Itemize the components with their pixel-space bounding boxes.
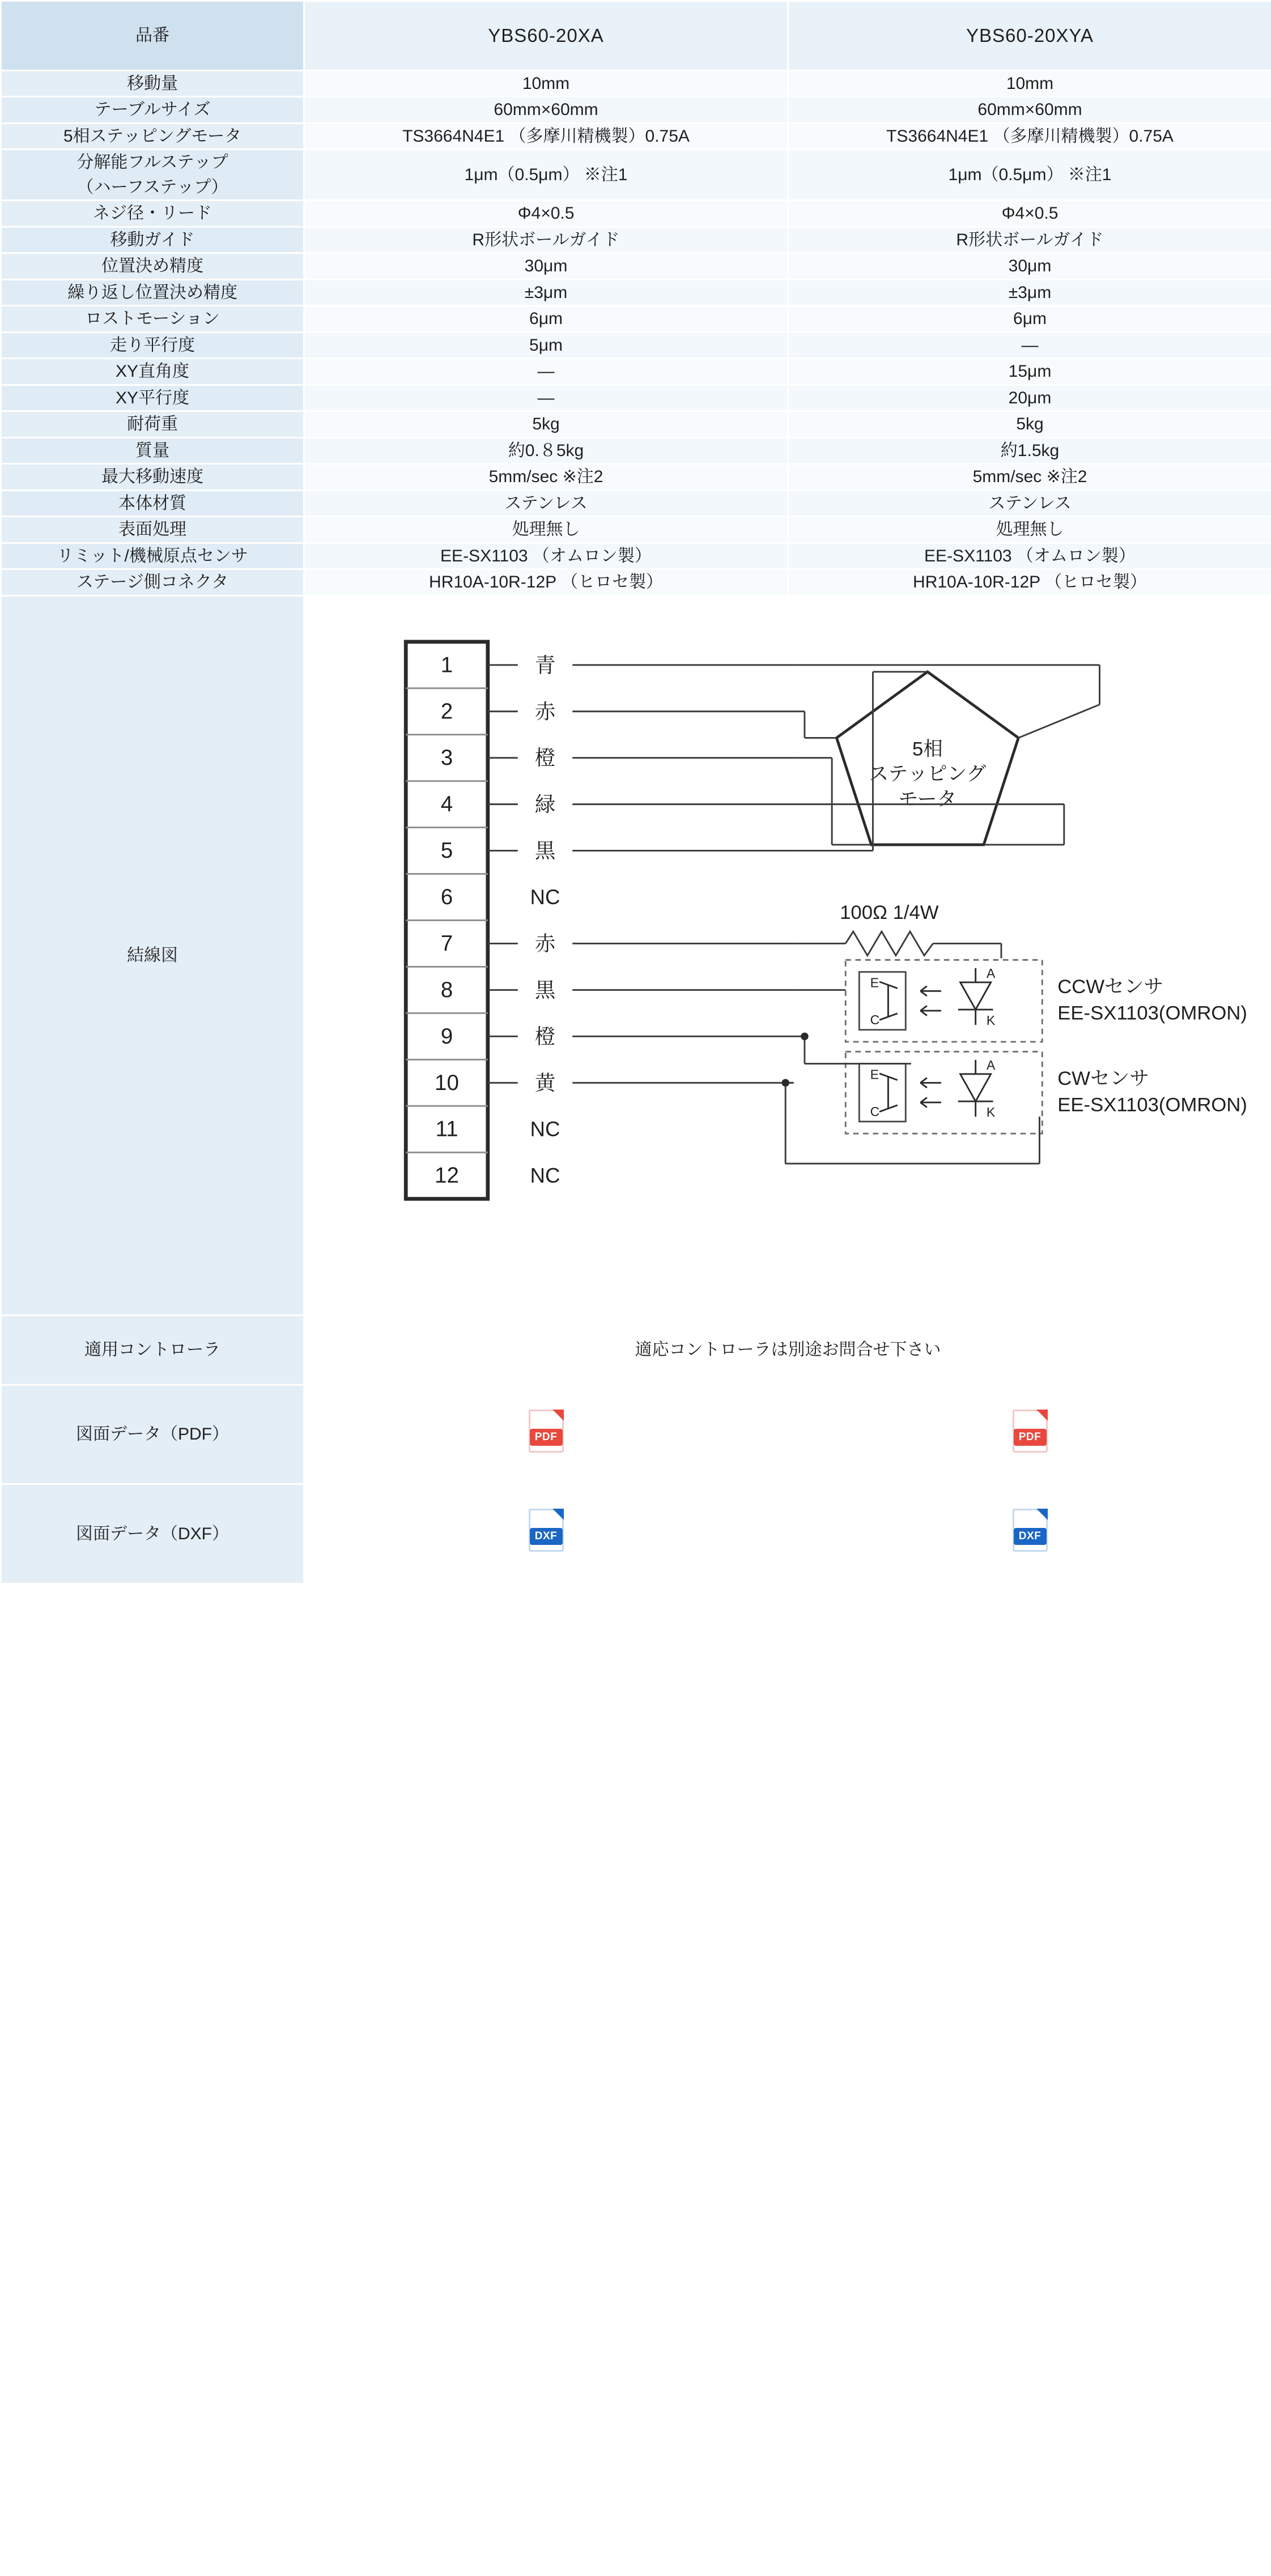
table-row [1, 385, 1271, 411]
svg-text:NC: NC [530, 1164, 560, 1187]
header-col-1: YBS60-20XA [304, 1, 788, 71]
table-row [1, 70, 1271, 97]
controller-value: 適応コントローラは別途お問合せ下さい [304, 1315, 1271, 1385]
svg-text:赤: 赤 [534, 931, 555, 955]
row-value-col-1: HR10A-10R-12P （ヒロセ製） [304, 569, 788, 596]
row-value-col-2: EE-SX1103 （オムロン製） [788, 543, 1271, 569]
row-value-col-1: — [304, 359, 788, 385]
row-value-col-2: R形状ボールガイド [788, 227, 1271, 253]
file-corner-fold [552, 1509, 564, 1520]
table-row [1, 490, 1271, 517]
dxf-file-icon[interactable] [1013, 1509, 1048, 1552]
svg-text:A: A [986, 966, 995, 981]
row-label: ネジ径・リード [1, 201, 304, 227]
svg-text:E: E [870, 1067, 879, 1082]
table-header-row [1, 1, 1271, 71]
svg-text:2: 2 [440, 699, 453, 724]
pdf-download-col-2[interactable] [788, 1385, 1271, 1484]
svg-text:黄: 黄 [534, 1071, 555, 1095]
file-corner-fold [1036, 1509, 1048, 1520]
table-row [1, 359, 1271, 385]
row-value-col-1: R形状ボールガイド [304, 227, 788, 253]
svg-text:3: 3 [440, 746, 453, 770]
row-value-col-2: ステンレス [788, 490, 1271, 517]
row-value-col-2: 20μm [788, 385, 1271, 411]
svg-text:ステッピング: ステッピング [868, 763, 986, 785]
row-value-col-1: 10mm [304, 70, 788, 97]
svg-text:EE-SX1103(OMRON): EE-SX1103(OMRON) [1057, 1002, 1247, 1024]
table-row [1, 464, 1271, 491]
wiring-diagram-cell [304, 595, 1271, 1315]
row-label: ロストモーション [1, 306, 304, 333]
row-value-col-1: 5mm/sec ※注2 [304, 464, 788, 491]
row-label: ステージ側コネクタ [1, 569, 304, 596]
pdf-download-row [1, 1385, 1271, 1484]
svg-text:K: K [986, 1012, 995, 1028]
pdf-download-col-1[interactable] [304, 1385, 788, 1484]
svg-text:K: K [986, 1104, 995, 1119]
dxf-download-col-1[interactable] [304, 1484, 788, 1584]
svg-text:CWセンサ: CWセンサ [1057, 1067, 1149, 1089]
row-label: リミット/機械原点センサ [1, 543, 304, 569]
table-row [1, 253, 1271, 280]
svg-text:黒: 黒 [534, 838, 555, 862]
svg-text:EE-SX1103(OMRON): EE-SX1103(OMRON) [1057, 1094, 1247, 1116]
row-label: 質量 [1, 437, 304, 464]
file-format-badge: PDF [1014, 1429, 1047, 1446]
row-value-col-1: ステンレス [304, 490, 788, 517]
svg-text:橙: 橙 [534, 746, 555, 770]
table-row [1, 437, 1271, 464]
svg-text:8: 8 [440, 977, 453, 1002]
row-value-col-2: 1μm（0.5μm） ※注1 [788, 150, 1271, 201]
row-label: 耐荷重 [1, 411, 304, 438]
header-col-2: YBS60-20XYA [788, 1, 1271, 71]
row-value-col-2: 30μm [788, 253, 1271, 280]
pdf-row-label: 図面データ（PDF） [1, 1385, 304, 1484]
row-value-col-2: 5mm/sec ※注2 [788, 464, 1271, 491]
pdf-file-icon[interactable] [1013, 1410, 1048, 1453]
row-value-col-1: ±3μm [304, 279, 788, 306]
row-value-col-2: 約1.5kg [788, 437, 1271, 464]
wiring-diagram-svg [324, 609, 1253, 1292]
svg-text:9: 9 [440, 1024, 453, 1049]
row-label: 繰り返し位置決め精度 [1, 279, 304, 306]
dxf-file-icon[interactable] [529, 1509, 564, 1552]
row-label: 走り平行度 [1, 332, 304, 359]
svg-text:モータ: モータ [898, 788, 957, 810]
svg-text:A: A [986, 1057, 995, 1072]
svg-text:5: 5 [440, 838, 453, 863]
table-row [1, 332, 1271, 359]
row-value-col-1: 60mm×60mm [304, 97, 788, 124]
table-row [1, 569, 1271, 596]
table-row [1, 279, 1271, 306]
row-value-col-2: 5kg [788, 411, 1271, 438]
svg-text:赤: 赤 [534, 700, 555, 723]
table-row [1, 306, 1271, 333]
row-value-col-2: — [788, 332, 1271, 359]
file-format-badge: DXF [530, 1528, 563, 1545]
svg-text:青: 青 [534, 653, 555, 677]
svg-text:5相: 5相 [912, 738, 943, 760]
svg-text:NC: NC [530, 1117, 560, 1141]
svg-text:6: 6 [440, 884, 453, 909]
svg-text:橙: 橙 [534, 1024, 555, 1048]
file-corner-fold [1036, 1410, 1048, 1421]
row-label: 移動ガイド [1, 227, 304, 253]
row-label: XY平行度 [1, 385, 304, 411]
row-value-col-1: 5kg [304, 411, 788, 438]
row-value-col-1: 約0.８5kg [304, 437, 788, 464]
dxf-download-col-2[interactable] [788, 1484, 1271, 1584]
svg-text:黒: 黒 [534, 978, 555, 1002]
row-value-col-1: 6μm [304, 306, 788, 333]
row-label: テーブルサイズ [1, 97, 304, 124]
svg-text:C: C [870, 1104, 879, 1119]
table-row [1, 411, 1271, 438]
table-row [1, 97, 1271, 124]
row-label: 表面処理 [1, 517, 304, 543]
controller-label: 適用コントローラ [1, 1315, 304, 1385]
row-value-col-2: ±3μm [788, 279, 1271, 306]
wiring-diagram-label: 結線図 [1, 595, 304, 1315]
row-label: 位置決め精度 [1, 253, 304, 280]
table-body [1, 1, 1271, 1584]
table-row [1, 150, 1271, 201]
row-value-col-1: 処理無し [304, 517, 788, 543]
svg-text:10: 10 [434, 1070, 459, 1095]
file-corner-fold [552, 1410, 564, 1421]
row-label: 最大移動速度 [1, 464, 304, 491]
table-row [1, 543, 1271, 569]
row-value-col-2: 60mm×60mm [788, 97, 1271, 124]
row-value-col-2: 処理無し [788, 517, 1271, 543]
row-label: 5相ステッピングモータ [1, 123, 304, 150]
row-value-col-1: EE-SX1103 （オムロン製） [304, 543, 788, 569]
svg-text:CCWセンサ: CCWセンサ [1057, 976, 1163, 998]
row-value-col-2: Φ4×0.5 [788, 201, 1271, 227]
dxf-row-label: 図面データ（DXF） [1, 1484, 304, 1584]
svg-text:NC: NC [530, 885, 560, 909]
row-value-col-1: 30μm [304, 253, 788, 280]
row-value-col-1: 1μm（0.5μm） ※注1 [304, 150, 788, 201]
row-value-col-1: TS3664N4E1 （多摩川精機製）0.75A [304, 123, 788, 150]
table-row [1, 517, 1271, 543]
table-row [1, 227, 1271, 253]
file-format-badge: DXF [1014, 1528, 1047, 1545]
svg-text:E: E [870, 975, 879, 990]
row-value-col-2: TS3664N4E1 （多摩川精機製）0.75A [788, 123, 1271, 150]
row-label: XY直角度 [1, 359, 304, 385]
row-value-col-1: — [304, 385, 788, 411]
file-format-badge: PDF [530, 1429, 563, 1446]
wiring-diagram-row [1, 595, 1271, 1315]
svg-text:7: 7 [440, 931, 453, 956]
row-label: 分解能フルステップ （ハーフステップ） [1, 150, 304, 201]
row-value-col-1: 5μm [304, 332, 788, 359]
controller-row [1, 1315, 1271, 1385]
table-row [1, 123, 1271, 150]
pdf-file-icon[interactable] [529, 1410, 564, 1453]
row-value-col-2: 6μm [788, 306, 1271, 333]
row-value-col-1: Φ4×0.5 [304, 201, 788, 227]
row-value-col-2: 15μm [788, 359, 1271, 385]
row-value-col-2: HR10A-10R-12P （ヒロセ製） [788, 569, 1271, 596]
row-label: 移動量 [1, 70, 304, 97]
svg-text:C: C [870, 1012, 879, 1027]
svg-text:11: 11 [435, 1117, 458, 1142]
header-label-cell: 品番 [1, 1, 304, 71]
table-row [1, 201, 1271, 227]
row-value-col-2: 10mm [788, 70, 1271, 97]
svg-text:4: 4 [440, 792, 453, 817]
svg-text:12: 12 [434, 1163, 459, 1188]
row-label: 本体材質 [1, 490, 304, 517]
dxf-download-row [1, 1484, 1271, 1584]
svg-text:1: 1 [440, 653, 453, 678]
svg-text:緑: 緑 [534, 793, 555, 816]
svg-text:100Ω 1/4W: 100Ω 1/4W [839, 901, 939, 923]
